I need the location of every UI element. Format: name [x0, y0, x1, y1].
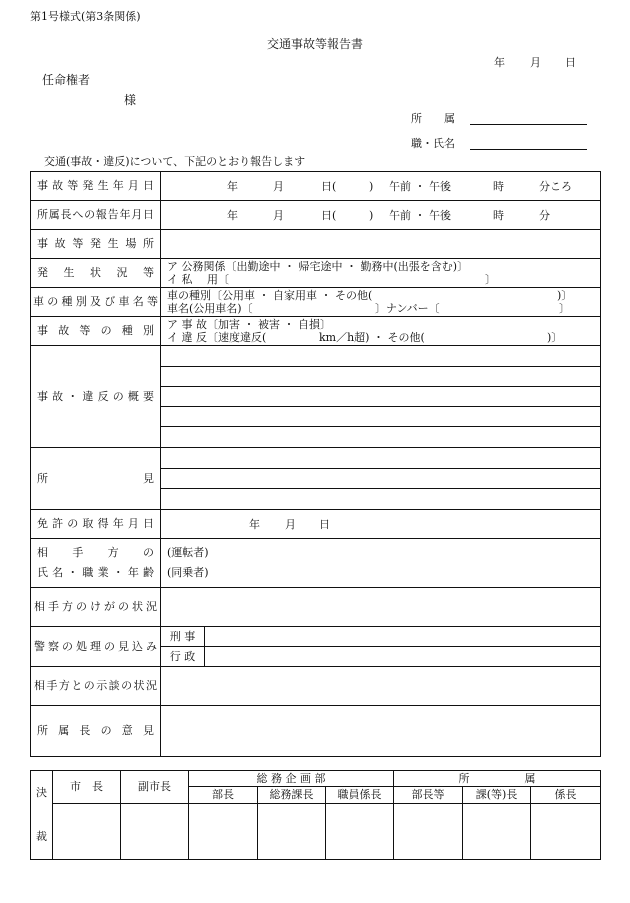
row-type: [31, 317, 601, 346]
row-license: [31, 510, 601, 539]
row-reported-date: [31, 201, 601, 230]
stamp-subsection-chief[interactable]: [531, 803, 601, 859]
vehicle-number-close: 〕: [559, 302, 570, 315]
type-speeding: イ 違 反〔速度違反(: [167, 331, 267, 344]
reported-date-field[interactable]: [161, 201, 601, 230]
name-field[interactable]: [470, 137, 587, 150]
other-party-field[interactable]: [161, 539, 601, 588]
label-opinion: [31, 448, 161, 510]
stamp-section-manager[interactable]: [463, 803, 531, 859]
row-situation: [31, 259, 601, 288]
vehicle-number-text: 〕ナンバー〔: [375, 302, 440, 315]
row-opinion: [31, 448, 601, 510]
opinion-label-a: 所: [37, 471, 48, 485]
label-other-party: [31, 539, 161, 588]
situation-private-close: 〕: [485, 273, 496, 286]
vehicle-type: [167, 289, 594, 302]
stamp-director-etc[interactable]: [394, 803, 463, 859]
occurred-paren-close: ): [369, 180, 374, 193]
appointer-label: 任命権者: [42, 73, 91, 87]
license-year: 年: [249, 518, 260, 531]
form-number: 第1号様式(第3条関係): [30, 10, 141, 23]
row-other-party: [31, 539, 601, 588]
col-section-manager: 課(等)長: [463, 787, 531, 803]
occurred-minute: 分ころ: [539, 180, 572, 193]
license-day: 日: [319, 518, 330, 531]
report-month: 月: [530, 56, 541, 69]
opinion-label-b: 見: [143, 471, 154, 485]
police-criminal-field[interactable]: [205, 627, 601, 647]
occurred-day: 日(: [321, 180, 337, 193]
col-staff-chief: 職員係長: [326, 787, 394, 803]
report-year: 年: [494, 56, 505, 69]
name-label: 職・氏名: [411, 137, 455, 150]
type-accident: ア 事 故〔加害 ・ 被害 ・ 自損〕: [167, 318, 331, 331]
stamp-director[interactable]: [189, 803, 258, 859]
stamp-mayor[interactable]: [53, 803, 121, 859]
vehicle-field[interactable]: [161, 288, 601, 317]
affiliation-header: 所 属: [394, 771, 601, 787]
chief-opinion-field[interactable]: [161, 706, 601, 757]
reported-minute: 分: [539, 209, 550, 222]
occurred-hour: 時: [493, 180, 504, 193]
occurred-ampm: 午前 ・ 午後: [389, 180, 451, 193]
other-party-label-2: 氏名・職業・年齢: [37, 566, 154, 579]
sama-label: 様: [124, 93, 137, 107]
approval-table: [30, 770, 601, 860]
col-director: 部長: [189, 787, 258, 803]
kessai-char-1: 決: [36, 786, 47, 799]
vice-mayor-header: 副市長: [121, 771, 189, 804]
reported-year: 年: [227, 209, 238, 222]
stamp-vice-mayor[interactable]: [121, 803, 189, 859]
vehicle-name-text: 車名(公用車名)〔: [167, 302, 253, 315]
stamp-staff-chief[interactable]: [326, 803, 394, 859]
other-party-label-1: 相手方の: [37, 546, 154, 559]
row-injury: [31, 588, 601, 627]
reported-month: 月: [273, 209, 284, 222]
row-vehicle: [31, 288, 601, 317]
other-party-driver: (運転者): [167, 546, 209, 559]
opinion-field[interactable]: [161, 448, 601, 510]
row-settlement: [31, 667, 601, 706]
label-injury: 相手方のけがの状況: [31, 588, 161, 627]
row-place: [31, 230, 601, 259]
reported-ampm: 午前 ・ 午後: [389, 209, 451, 222]
type-other: km／h超) ・ その他(: [319, 331, 425, 344]
affiliation-label: 所 属: [411, 112, 455, 125]
row-summary: [31, 346, 601, 448]
police-administrative-field[interactable]: [205, 647, 601, 667]
label-summary: 事故・違反の概要: [31, 346, 161, 448]
reported-paren-close: ): [369, 209, 374, 222]
kessai-label: [31, 771, 53, 860]
col-director-etc: 部長等: [394, 787, 463, 803]
other-party-passenger: (同乗者): [167, 566, 209, 579]
situation-field[interactable]: [161, 259, 601, 288]
general-affairs-header: 総 務 企 画 部: [189, 771, 394, 787]
col-general-affairs-manager: 総務課長: [258, 787, 326, 803]
occurred-year: 年: [227, 180, 238, 193]
situation-private-text: イ 私 用〔: [167, 273, 229, 286]
report-day: 日: [565, 56, 576, 69]
label-police: 警察の処理の見込み: [31, 627, 161, 667]
reported-hour: 時: [493, 209, 504, 222]
label-vehicle: 車の種別及び車名等: [31, 288, 161, 317]
vehicle-type-close: )〕: [557, 289, 573, 302]
reported-day: 日(: [321, 209, 337, 222]
label-chief-opinion: 所属長の意見: [31, 706, 161, 757]
police-criminal-label: 刑 事: [161, 627, 205, 647]
occurred-date-field[interactable]: [161, 172, 601, 201]
stamp-general-affairs-manager[interactable]: [258, 803, 326, 859]
page-title: 交通事故等報告書: [266, 37, 363, 51]
row-occurred-date: [31, 172, 601, 201]
police-administrative-label: 行 政: [161, 647, 205, 667]
occurred-month: 月: [273, 180, 284, 193]
label-situation: 発生状況等: [31, 259, 161, 288]
label-type: 事故等の種別: [31, 317, 161, 346]
label-license: 免許の取得年月日: [31, 510, 161, 539]
place-field[interactable]: [161, 230, 601, 259]
row-chief-opinion: [31, 706, 601, 757]
col-subsection-chief: 係長: [531, 787, 601, 803]
vehicle-type-text: 車の種別〔公用車 ・ 自家用車 ・ その他(: [167, 289, 373, 302]
mayor-header: 市 長: [53, 771, 121, 804]
intro-text: 交通(事故・違反)について、下記のとおり報告します: [44, 155, 306, 168]
license-field[interactable]: [161, 510, 601, 539]
label-settlement: 相手方との示談の状況: [31, 667, 161, 706]
vehicle-name: [167, 302, 594, 315]
label-place: 事故等発生場所: [31, 230, 161, 259]
type-close: )〕: [547, 331, 563, 344]
label-occurred-date: 事故等発生年月日: [31, 172, 161, 201]
row-police-criminal: [31, 627, 601, 647]
injury-field[interactable]: [161, 588, 601, 627]
type-violation: [167, 331, 594, 344]
situation-public: ア 公務関係〔出勤途中 ・ 帰宅途中 ・ 勤務中(出張を含む)〕: [167, 260, 469, 273]
kessai-char-2: 裁: [36, 830, 47, 843]
type-field[interactable]: [161, 317, 601, 346]
summary-field[interactable]: [161, 346, 601, 448]
label-reported-date: 所属長への報告年月日: [31, 201, 161, 230]
situation-private: [167, 273, 594, 286]
settlement-field[interactable]: [161, 667, 601, 706]
affiliation-field[interactable]: [470, 112, 587, 125]
report-table: [30, 171, 601, 757]
license-month: 月: [285, 518, 296, 531]
